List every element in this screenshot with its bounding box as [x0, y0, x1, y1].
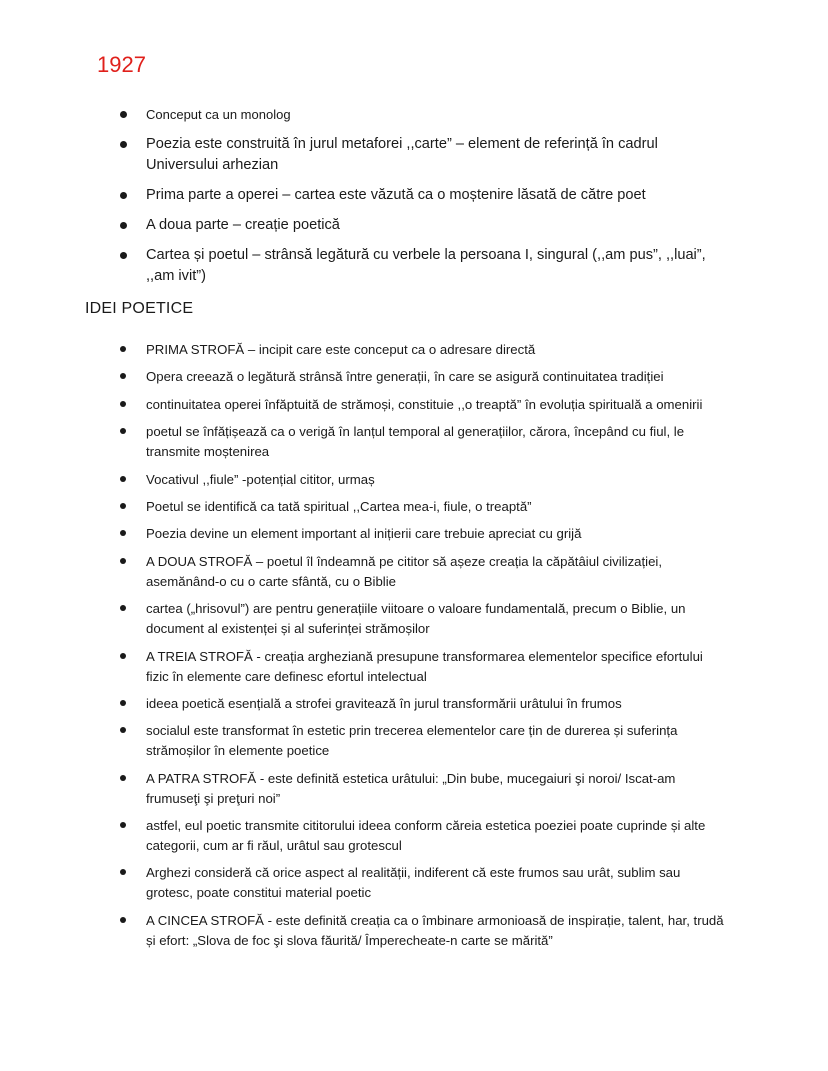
document-year-heading: 1927 — [97, 52, 146, 77]
list-item-text: Vocativul ,,fiule” -potențial cititor, urmaș — [146, 471, 375, 487]
ideas-bullet-list — [0, 340, 726, 958]
list-item-text: socialul este transformat în estetic prin trecerea elementelor care țin de durerea și suferința strămoșilor în elemente poetice — [146, 723, 678, 759]
list-item — [0, 395, 726, 415]
list-item — [0, 721, 726, 761]
list-item — [0, 104, 726, 125]
bullet-icon — [120, 653, 126, 659]
bullet-icon — [120, 869, 126, 875]
bullet-icon — [120, 727, 126, 733]
list-item-text: Opera creează o legătură strânsă între generații, în care se asigură continuitatea tradiției — [146, 369, 664, 385]
section-title: IDEI POETICE — [85, 300, 194, 317]
bullet-icon — [120, 605, 126, 611]
list-item — [0, 524, 726, 544]
list-item-text: ideea poetică esențială a strofei gravitează în jurul transformării urâtului în frumos — [146, 695, 622, 711]
list-item-text: poetul se înfățișează ca o verigă în lanțul temporal al generațiilor, cărora, începând cu fiul, le transmite moștenirea — [146, 424, 685, 460]
list-item — [0, 134, 726, 176]
list-item-text: Prima parte a operei – cartea este văzută ca o moștenire lăsată de către poet — [146, 187, 646, 203]
bullet-icon — [120, 530, 126, 536]
list-item — [0, 769, 726, 809]
bullet-icon — [120, 775, 126, 781]
list-item — [0, 497, 726, 517]
list-item-text: cartea („hrisovul”) are pentru generațiile viitoare o valoare fundamentală, precum o Biblie, un document al existenței și al suferinței strămoșilor — [146, 601, 686, 637]
list-item — [0, 552, 726, 592]
intro-bullet-list — [0, 104, 726, 296]
list-item-text: Cartea și poetul – strânsă legătură cu verbele la persoana I, singural (,,am pus”, ,,luai”, ,,am ivit”) — [146, 247, 706, 284]
bullet-icon — [120, 503, 126, 509]
list-item-text: Conceput ca un monolog — [146, 107, 291, 122]
list-item-text: A CINCEA STROFĂ - este definită creația ca o îmbinare armonioasă de inspirație, talent, har, trudă și efort: „Slova de foc şi slova făurită/ Împerecheate-n carte se mărită” — [146, 912, 724, 948]
bullet-icon — [120, 222, 127, 229]
bullet-icon — [120, 401, 126, 407]
list-item — [0, 215, 726, 236]
list-item — [0, 816, 726, 856]
bullet-icon — [120, 373, 126, 379]
list-item — [0, 694, 726, 714]
bullet-icon — [120, 822, 126, 828]
list-item-text: Poezia este construită în jurul metaforei ,,carte” – element de referință în cadrul Universului arhezian — [146, 136, 658, 173]
list-item — [0, 422, 726, 462]
list-item — [0, 340, 726, 360]
bullet-icon — [120, 700, 126, 706]
bullet-icon — [120, 141, 127, 148]
bullet-icon — [120, 476, 126, 482]
list-item-text: A TREIA STROFĂ - creația argheziană presupune transformarea elementelor specifice efortului fizic în elemente care definesc efortul intelectual — [146, 648, 703, 684]
list-item-text: A DOUA STROFĂ – poetul îl îndeamnă pe cititor să așeze creația la căpătâiul civilizației, asemănând-o cu o carte sfântă, cu o Biblie — [146, 553, 663, 589]
list-item — [0, 599, 726, 639]
list-item-text: Poezia devine un element important al inițierii care trebuie apreciat cu grijă — [146, 526, 582, 542]
bullet-icon — [120, 558, 126, 564]
list-item-text: astfel, eul poetic transmite cititorului ideea conform căreia estetica poeziei poate cuprinde și alte categorii, cum ar fi răul, urâtul sau grotescul — [146, 818, 706, 854]
bullet-icon — [120, 428, 126, 434]
list-item — [0, 185, 726, 206]
list-item-text: A doua parte – creație poetică — [146, 217, 340, 233]
list-item — [0, 367, 726, 387]
bullet-icon — [120, 111, 127, 118]
list-item — [0, 863, 726, 903]
bullet-icon — [120, 917, 126, 923]
list-item-text: A PATRA STROFĂ - este definită estetica urâtului: „Din bube, mucegaiuri şi noroi/ Iscat-am frumuseţi şi preţuri noi” — [146, 770, 676, 806]
list-item — [0, 245, 726, 287]
list-item-text: continuitatea operei înfăptuită de strămoși, constituie ,,o treaptă” în evoluția spirituală a omenirii — [146, 396, 703, 412]
list-item — [0, 470, 726, 490]
list-item-text: PRIMA STROFĂ – incipit care este conceput ca o adresare directă — [146, 342, 536, 357]
bullet-icon — [120, 252, 127, 259]
list-item-text: Poetul se identifică ca tată spiritual ,,Cartea mea-i, fiule, o treaptă” — [146, 498, 532, 514]
bullet-icon — [120, 192, 127, 199]
bullet-icon — [120, 346, 126, 352]
list-item-text: Arghezi consideră că orice aspect al realității, indiferent că este frumos sau urât, sublim sau grotesc, poate constitui material poetic — [146, 865, 681, 901]
list-item — [0, 647, 726, 687]
list-item — [0, 911, 726, 951]
